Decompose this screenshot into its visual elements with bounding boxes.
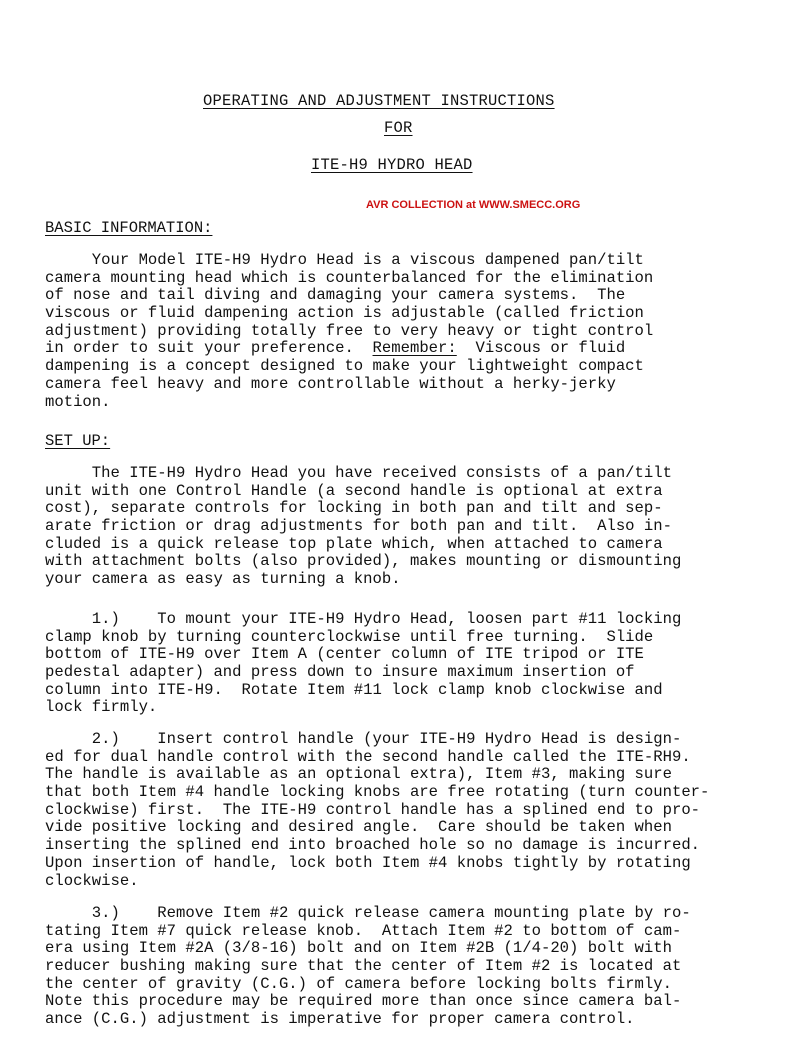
text-line: camera mounting head which is counterbalanced for the elimination bbox=[45, 268, 654, 287]
step-3-paragraph bbox=[45, 905, 775, 1029]
setup-paragraph bbox=[45, 465, 775, 589]
text-line-with-emphasis bbox=[45, 340, 775, 358]
text-line: cluded is a quick release top plate which, when attached to camera bbox=[45, 534, 663, 553]
step-1-paragraph bbox=[45, 611, 775, 717]
text-line: Upon insertion of handle, lock both Item #4 knobs tightly by rotating bbox=[45, 853, 691, 872]
text-line: that both Item #4 handle locking knobs are free rotating (turn counter- bbox=[45, 783, 710, 802]
text-line: bottom of ITE-H9 over Item A (center column of ITE tripod or ITE bbox=[45, 645, 644, 664]
basic-info-paragraph bbox=[45, 252, 775, 411]
text-line: 2.) Insert control handle (your ITE-H9 Hydro Head is design- bbox=[45, 730, 682, 748]
document-title-line-1: OPERATING AND ADJUSTMENT INSTRUCTIONS bbox=[203, 92, 555, 110]
text-line: 3.) Remove Item #2 quick release camera mounting plate by ro- bbox=[45, 904, 691, 922]
text-line: cost), separate controls for locking in both pan and tilt and sep- bbox=[45, 499, 663, 518]
text-line: ed for dual handle control with the second handle called the ITE-RH9. bbox=[45, 747, 691, 766]
text-line: The handle is available as an optional extra), Item #3, making sure bbox=[45, 765, 672, 784]
text-line: ance (C.G.) adjustment is imperative for proper camera control. bbox=[45, 1010, 635, 1029]
text-line: viscous or fluid dampening action is adjustable (called friction bbox=[45, 304, 644, 323]
text-line: The ITE-H9 Hydro Head you have received consists of a pan/tilt bbox=[45, 464, 672, 482]
text-line: in order to suit your preference. bbox=[45, 339, 373, 358]
text-line: column into ITE-H9. Rotate Item #11 lock clamp knob clockwise and bbox=[45, 680, 663, 699]
text-line: lock firmly. bbox=[45, 698, 158, 717]
text-line: with attachment bolts (also provided), makes mounting or dismounting bbox=[45, 552, 682, 571]
text-line: era using Item #2A (3/8-16) bolt and on Item #2B (1/4-20) bolt with bbox=[45, 939, 672, 958]
text-line: pedestal adapter) and press down to insure maximum insertion of bbox=[45, 663, 635, 682]
text-line: Your Model ITE-H9 Hydro Head is a viscous dampened pan/tilt bbox=[45, 251, 644, 269]
text-line: unit with one Control Handle (a second handle is optional at extra bbox=[45, 481, 663, 500]
text-line: motion. bbox=[45, 392, 111, 411]
text-line: camera feel heavy and more controllable without a herky-jerky bbox=[45, 374, 616, 393]
text-line: reducer bushing making sure that the center of Item #2 is located at bbox=[45, 957, 682, 976]
text-line: inserting the splined end into broached hole so no damage is incurred. bbox=[45, 836, 701, 855]
basic-info-heading: BASIC INFORMATION: bbox=[45, 219, 213, 237]
text-line: clamp knob by turning counterclockwise until free turning. Slide bbox=[45, 627, 654, 646]
text-line: vide positive locking and desired angle. Care should be taken when bbox=[45, 818, 672, 837]
text-line: arate friction or drag adjustments for both pan and tilt. Also in- bbox=[45, 517, 672, 536]
text-line: the center of gravity (C.G.) of camera before locking bolts firmly. bbox=[45, 974, 672, 993]
text-line: of nose and tail diving and damaging your camera systems. The bbox=[45, 286, 626, 305]
remember-emphasis: Remember: bbox=[372, 339, 457, 358]
text-line: your camera as easy as turning a knob. bbox=[45, 570, 401, 589]
step-2-paragraph bbox=[45, 731, 775, 890]
setup-heading: SET UP: bbox=[45, 432, 111, 450]
collection-watermark: AVR COLLECTION at WWW.SMECC.ORG bbox=[366, 199, 581, 211]
text-line: clockwise) first. The ITE-H9 control handle has a splined end to pro- bbox=[45, 800, 701, 819]
text-line: dampening is a concept designed to make your lightweight compact bbox=[45, 357, 644, 376]
text-line: Viscous or fluid bbox=[456, 339, 626, 358]
document-title-line-3: ITE-H9 HYDRO HEAD bbox=[311, 156, 473, 174]
text-line: adjustment) providing totally free to very heavy or tight control bbox=[45, 321, 654, 340]
text-line: 1.) To mount your ITE-H9 Hydro Head, loosen part #11 locking bbox=[45, 610, 682, 628]
text-line: Note this procedure may be required more than once since camera bal- bbox=[45, 992, 682, 1011]
text-line: clockwise. bbox=[45, 871, 139, 890]
document-title-line-2: FOR bbox=[384, 119, 413, 137]
text-line: tating Item #7 quick release knob. Attach Item #2 to bottom of cam- bbox=[45, 921, 682, 940]
